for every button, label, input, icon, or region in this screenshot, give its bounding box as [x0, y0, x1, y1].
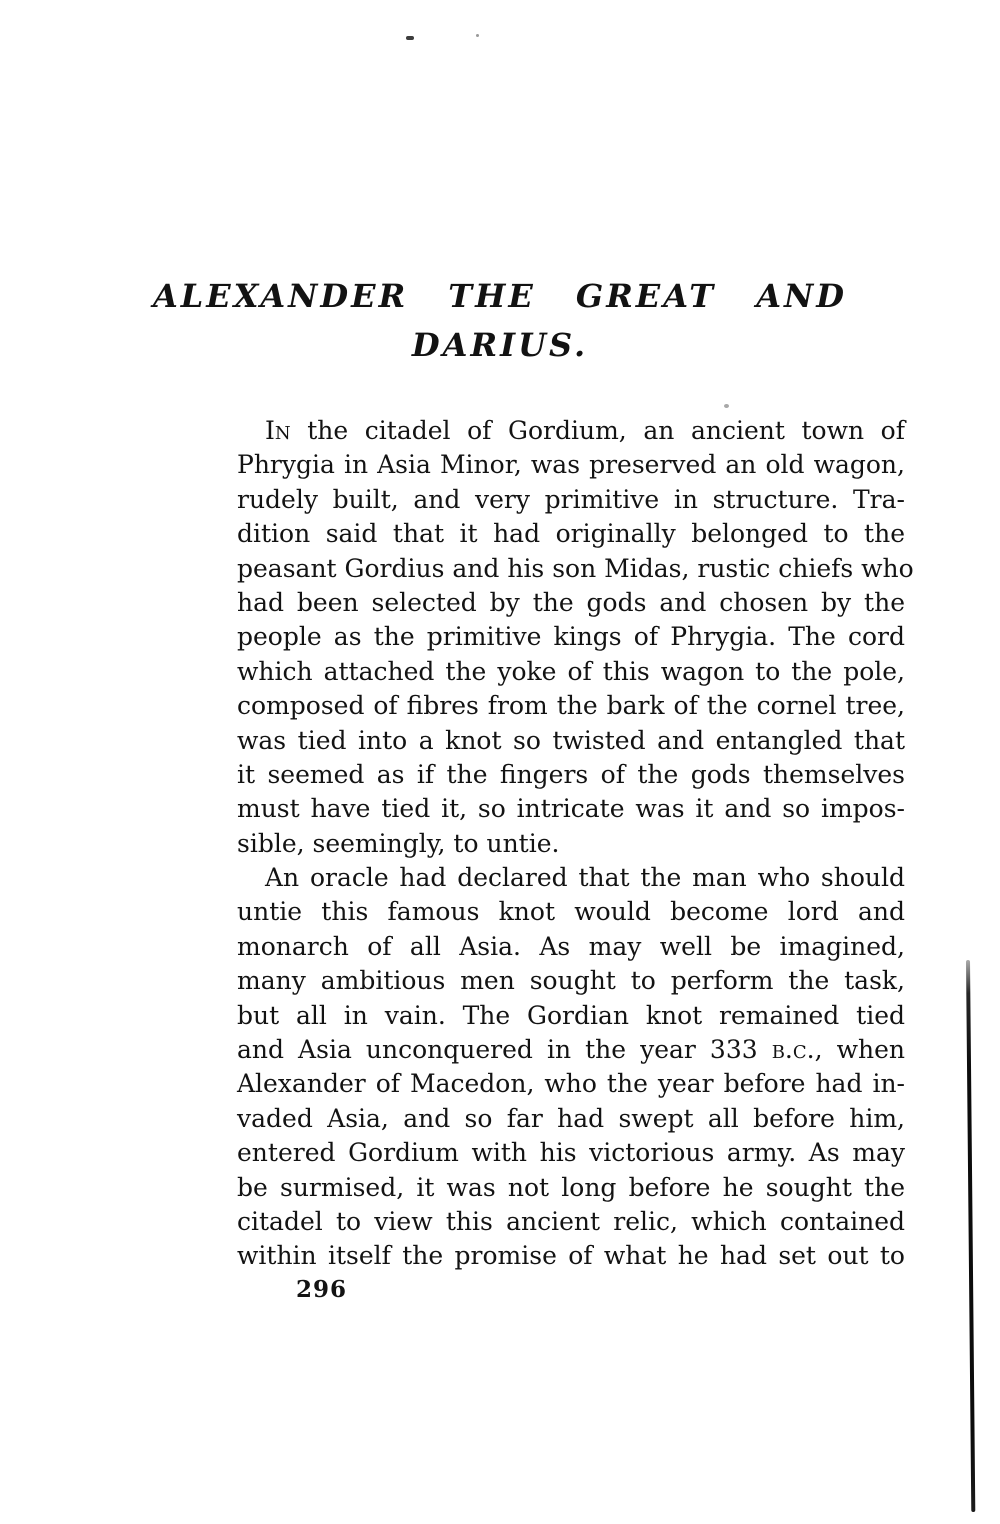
chapter-title-line-1: ALEXANDER THE GREAT AND — [152, 277, 848, 315]
text-line: Phrygia in Asia Minor, was preserved an old wagon, — [237, 450, 905, 480]
page-number: 296 — [296, 1276, 348, 1303]
text-line: Alexander of Macedon, who the year before had in- — [237, 1069, 905, 1099]
chapter-title — [150, 272, 850, 370]
text-line: peasant Gordius and his son Midas, rustic chiefs who — [237, 553, 914, 583]
scan-speck — [406, 36, 414, 40]
text-line: but all in vain. The Gordian knot remained tied — [237, 1000, 905, 1030]
text-line: was tied into a knot so twisted and entangled that — [237, 725, 905, 755]
text-line: entered Gordium with his victorious army. As may — [237, 1138, 905, 1168]
text-line: which attached the yoke of this wagon to the pole, — [237, 656, 905, 686]
text-line: sible, seemingly, to untie. — [237, 828, 560, 858]
text-line: citadel to view this ancient relic, which contained — [237, 1206, 905, 1236]
text-line: In the citadel of Gordium, an ancient town of — [265, 416, 905, 445]
scan-speck — [724, 404, 729, 408]
text-line: people as the primitive kings of Phrygia. The cord — [237, 622, 905, 652]
text-line: it seemed as if the fingers of the gods themselves — [237, 759, 905, 789]
scan-artifact-gutter-line — [966, 960, 975, 1512]
text-line: and Asia unconquered in the year 333 b.c., when — [237, 1035, 905, 1065]
text-line: many ambitious men sought to perform the task, — [237, 966, 905, 996]
text-line: untie this famous knot would become lord and — [237, 897, 905, 927]
text-line: be surmised, it was not long before he sought the — [237, 1172, 905, 1202]
text-line: composed of fibres from the bark of the cornel tree, — [237, 691, 905, 721]
text-line: must have tied it, so intricate was it and so impos- — [237, 794, 905, 824]
text-line: An oracle had declared that the man who should — [265, 863, 905, 893]
chapter-title-line-2: DARIUS. — [411, 326, 589, 364]
text-line: dition said that it had originally belonged to the — [237, 519, 905, 549]
body-text — [237, 414, 914, 1274]
text-line: within itself the promise of what he had set out to — [237, 1241, 905, 1271]
text-line: had been selected by the gods and chosen by the — [237, 587, 905, 617]
scan-speck — [476, 34, 479, 37]
text-line: monarch of all Asia. As may well be imagined, — [237, 931, 905, 961]
text-line: rudely built, and very primitive in structure. Tra- — [237, 484, 905, 514]
text-line: vaded Asia, and so far had swept all before him, — [237, 1103, 905, 1133]
